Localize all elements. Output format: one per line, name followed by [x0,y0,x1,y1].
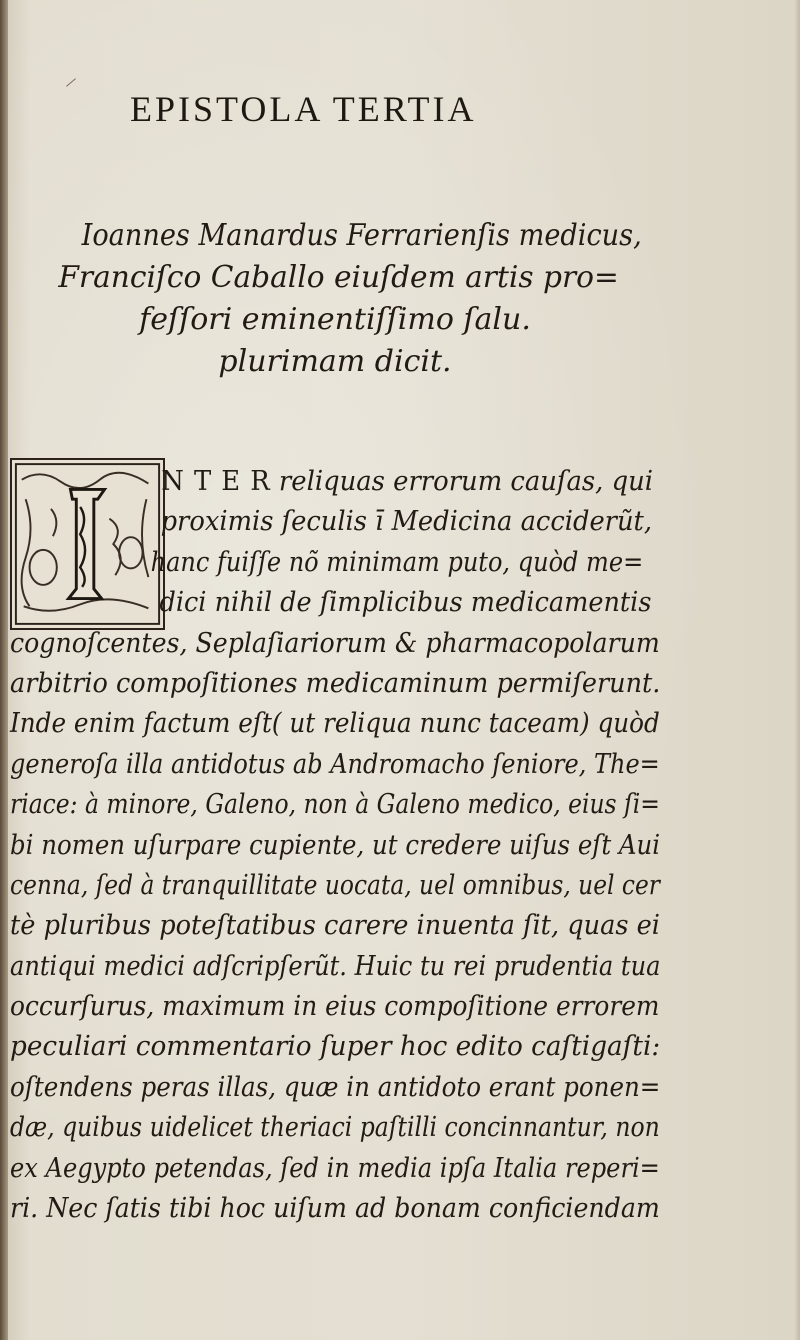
text-line: generoſa illa antidotus ab Andromacho ſeniore, The= [10,748,660,780]
text-line: Inde enim factum eſt( ut reliqua nunc taceam) quòd [10,708,660,740]
page-edge [794,0,800,1340]
text-line: dici nihil de ſimplicibus medicamentis [159,587,652,619]
page-gutter [0,0,8,1340]
text-line: ex Aegypto petendas, ſed in media ipſa Italia reperi= [10,1152,660,1184]
salutation-line: Ioannes Manardus Ferrarienſis medicus, [81,218,642,253]
text-line: proximis ſeculis ī Medicina acciderũt, [160,506,653,538]
text-line: hanc fuiſſe nõ minimam puto, quòd me= [150,546,644,578]
text-line: dæ, quibus uidelicet theriaci paſtilli concinnantur, non [10,1112,660,1144]
text-line: bi nomen uſurpare cupiente, ut credere uiſus eſt Aui [10,829,661,861]
text-line: ri. Nec ſatis tibi hoc uiſum ad bonam conficiendam [10,1193,660,1225]
running-head: EPISTOLA TERTIA [130,89,477,129]
text-line-content: reliquas errorum cauſas, qui [270,466,654,497]
text-line: peculiari commentario ſuper hoc edito caſtigaſti: [10,1031,661,1063]
text-line: cognoſcentes, Seplaſiariorum & pharmacopolarum [10,627,660,659]
text-line [10,462,654,502]
salutation-line: plurimam dicit. [218,344,452,379]
text-line: riace: à minore, Galeno, non à Galeno medico, eius ſi= [10,789,660,821]
text-line: cenna, ſed à tranquillitate uocata, uel omnibus, uel cer [10,869,660,901]
text-line: occurſurus, maximum in eius compoſitione errorem [10,991,660,1023]
text-line: oſtendens peras illas, quæ in antidoto erant ponen= [10,1071,661,1103]
salutation-block [55,215,642,383]
first-word: N T E R [161,466,271,497]
text-line: arbitrio compoſitiones medicaminum permiſerunt. [10,667,661,699]
text-line: antiqui medici adſcripſerũt. Huic tu rei prudentia tua [10,950,661,982]
ink-mark [66,78,76,86]
letter-body [10,462,660,1229]
salutation-line: feſſori eminentiſſimo ſalu. [139,302,531,337]
text-line: tè pluribus poteſtatibus carere inuenta ſit, quas ei [10,910,660,942]
salutation-line: Franciſco Caballo eiuſdem artis pro= [58,260,619,295]
